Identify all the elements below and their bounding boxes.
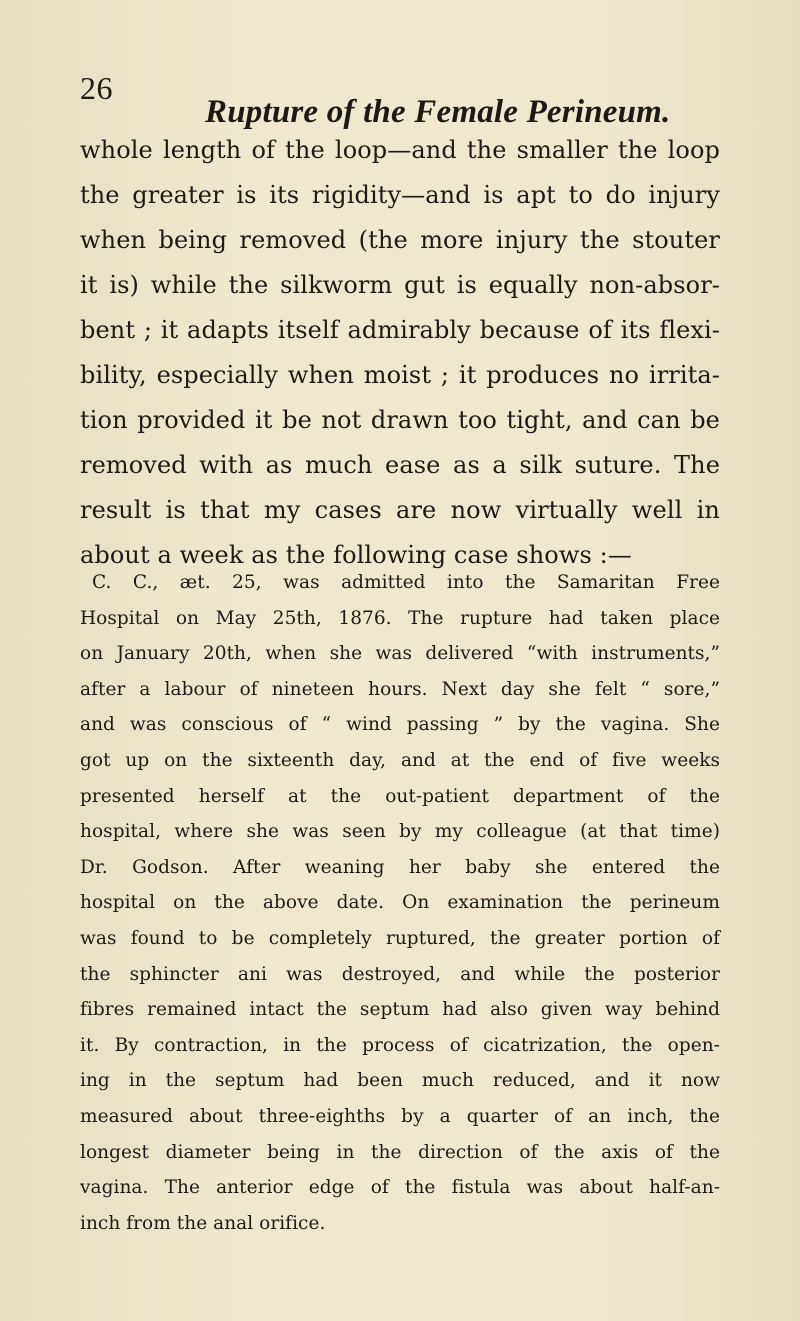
text-line: vagina. The anterior edge of the fistula was about half-an- (80, 1177, 720, 1199)
text-line: Hospital on May 25th, 1876. The rupture had taken place (80, 607, 720, 629)
text-line: the greater is its rigidity—and is apt to do injury (80, 181, 720, 209)
page-number: 26 (80, 70, 113, 106)
text-line: when being removed (the more injury the stouter (80, 226, 720, 254)
text-line: measured about three-eighths by a quarter of an inch, the (80, 1105, 720, 1127)
text-line: was found to be completely ruptured, the greater portion of (80, 927, 720, 949)
text-line: bent ; it adapts itself admirably because of its flexi- (80, 316, 720, 344)
text-line: C. C., æt. 25, was admitted into the Samaritan Free (92, 572, 720, 593)
text-line: Dr. Godson. After weaning her baby she entered the (80, 856, 720, 878)
text-line: removed with as much ease as a silk suture. The (80, 451, 720, 479)
text-line: about a week as the following case shows :— (80, 541, 632, 569)
text-line: fibres remained intact the septum had also given way behind (80, 999, 720, 1021)
text-line: whole length of the loop—and the smaller the loop (80, 136, 720, 164)
text-line: presented herself at the out-patient department of the (80, 785, 720, 807)
text-line: bility, especially when moist ; it produces no irrita- (80, 361, 720, 389)
text-line: after a labour of nineteen hours. Next day she felt “ sore,” (80, 678, 720, 700)
text-line: on January 20th, when she was delivered “with instruments,” (80, 643, 720, 665)
text-line: longest diameter being in the direction of the axis of the (80, 1141, 720, 1163)
main-paragraph (80, 128, 720, 578)
case-report (80, 565, 720, 1241)
text-line: ing in the septum had been much reduced, and it now (80, 1070, 720, 1092)
text-line: result is that my cases are now virtually well in (80, 496, 720, 524)
text-line: the sphincter ani was destroyed, and while the posterior (80, 963, 720, 985)
page-header (80, 70, 720, 130)
running-title: Rupture of the Female Perineum. (205, 94, 671, 130)
text-line: it is) while the silkworm gut is equally non-absor- (80, 271, 720, 299)
text-line: hospital on the above date. On examination the perineum (80, 892, 720, 914)
text-line: it. By contraction, in the process of cicatrization, the open- (80, 1034, 720, 1056)
text-line: inch from the anal orifice. (80, 1212, 326, 1234)
text-line: hospital, where she was seen by my colleague (at that time) (80, 821, 720, 843)
text-line: and was conscious of “ wind passing ” by the vagina. She (80, 714, 720, 736)
text-line: tion provided it be not drawn too tight, and can be (80, 406, 720, 434)
text-line: got up on the sixteenth day, and at the end of five weeks (80, 749, 720, 771)
